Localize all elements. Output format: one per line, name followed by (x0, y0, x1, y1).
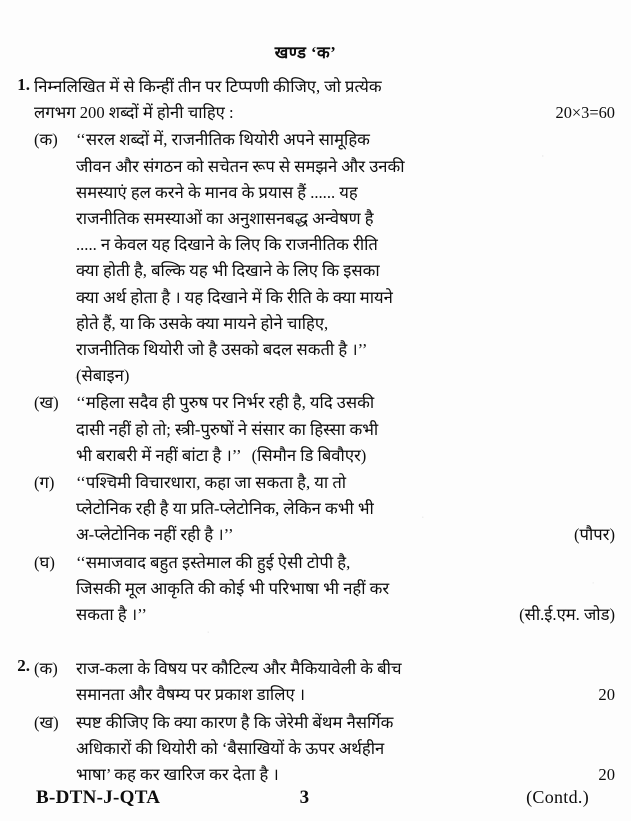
part-line-text: दासी नहीं हो तो; स्त्री-पुरुषों ने संसार का हिस्सा कभी (76, 419, 379, 439)
part-line (76, 154, 615, 180)
part-line-text: ‘‘महिला सदैव ही पुरुष पर निर्भर रही है, यदि उसकी (76, 393, 375, 413)
part-line (76, 180, 615, 206)
part-line (76, 576, 615, 602)
part-line-text: राजनीतिक समस्याओं का अनुशासनबद्ध अन्वेषण है (76, 209, 374, 229)
part-line (76, 710, 615, 736)
question-2-part-ka (34, 656, 615, 708)
part-line (76, 311, 615, 337)
part-line-text: ..... न केवल यह दिखाने के लिए कि राजनीतिक रीति (76, 235, 378, 255)
part-label: (ख) (34, 712, 59, 732)
question-1-stem-line (34, 74, 615, 100)
question-1-part-gha (34, 550, 615, 629)
part-line (76, 496, 615, 522)
part-text (76, 127, 615, 389)
part-line (76, 258, 615, 284)
part-line-text: सकता है ।’’ (76, 605, 147, 625)
part-line (76, 682, 615, 708)
part-line (76, 470, 615, 496)
part-line (76, 736, 615, 762)
question-block-2 (0, 655, 631, 788)
part-line-text: ‘‘सरल शब्दों में, राजनीतिक थियोरी अपने सामूहिक (76, 130, 370, 150)
part-line-text: जिसकी मूल आकृति की कोई भी परिभाषा भी नहीं कर (76, 578, 390, 598)
part-line-text: समानता और वैषम्य पर प्रकाश डालिए । (76, 685, 306, 705)
question-number-2: 2. (17, 656, 30, 676)
part-text (76, 710, 615, 789)
part-label: (ख) (34, 393, 59, 413)
part-line-text: राज-कला के विषय पर कौटिल्य और मैकियावेली के बीच (76, 659, 402, 679)
question-2-part-kha (34, 710, 615, 789)
part-line-text: अधिकारों की थियोरी को ‘बैसाखियों के ऊपर अर्थहीन (76, 738, 385, 758)
question-1-marks: 20×3=60 (555, 103, 615, 123)
question-1-stem-line (34, 100, 615, 126)
part-line (76, 762, 615, 788)
section-heading: खण्ड ‘क’ (274, 43, 337, 62)
part-line (76, 656, 615, 682)
question-1-part-ka (34, 127, 615, 389)
part-attribution-text: (पौपर) (574, 525, 615, 545)
part-line (76, 206, 615, 232)
part-attribution-text: (सेबाइन) (76, 366, 130, 386)
part-line-text: भाषा’ कह कर खारिज कर देता है । (76, 765, 279, 785)
part-attribution-text: (सी.ई.एम. जोड) (519, 605, 615, 625)
question-1-stem-text: लगभग 200 शब्दों में होनी चाहिए : (34, 103, 234, 123)
part-line (76, 443, 615, 469)
part-line-text: ‘‘पश्चिमी विचारधारा, कहा जा सकता है, या तो (76, 473, 347, 493)
part-label: (घ) (34, 552, 55, 572)
part-line-text: होते हैं, या कि उसके क्या मायने होने चाहिए, (76, 313, 329, 333)
part-text (76, 470, 615, 549)
part-label: (क) (34, 659, 58, 679)
part-label: (ग) (34, 473, 55, 493)
part-text (76, 550, 615, 629)
part-line-text: जीवन और संगठन को सचेतन रूप से समझने और उनकी (76, 156, 405, 176)
paper-code: B-DTN-J-QTA (36, 787, 161, 808)
question-1-part-kha (34, 390, 615, 469)
question-1-stem-text: निम्नलिखित में से किन्हीं तीन पर टिप्पणी कीजिए, जो प्रत्येक (34, 77, 382, 96)
part-line (76, 390, 615, 416)
part-label: (क) (34, 130, 58, 150)
question-number-1: 1. (17, 75, 30, 94)
question-block-1 (0, 74, 631, 628)
part-line (76, 602, 615, 628)
part-line-text: क्या होती है, बल्कि यह भी दिखाने के लिए कि इसका (76, 261, 380, 281)
part-line-text: समस्याएं हल करने के मानव के प्रयास हैं ...... यह (76, 182, 358, 202)
part-line-text: स्पष्ट कीजिए कि क्या कारण है कि जेरेमी बेंथम नैसर्गिक (76, 712, 394, 732)
part-text (76, 390, 615, 469)
part-line (76, 337, 615, 363)
part-text (76, 656, 615, 708)
part-marks: 20 (598, 685, 615, 705)
part-line (76, 285, 615, 311)
page-number: 3 (299, 787, 310, 808)
part-attribution-text: (सिमौन डि बिवौएर) (251, 445, 367, 465)
part-line (76, 550, 615, 576)
question-body-1 (34, 74, 631, 628)
question-1-part-ga (34, 470, 615, 549)
part-line (76, 232, 615, 258)
part-marks: 20 (598, 765, 615, 785)
part-line-text: क्या अर्थ होता है । यह दिखाने में कि रीति के क्या मायने (76, 287, 393, 307)
part-line-text: भी बराबरी में नहीं बांटा है ।’’ (76, 445, 242, 465)
part-line (76, 127, 615, 153)
part-attribution (76, 363, 615, 389)
continued-label: (Contd.) (526, 787, 589, 807)
part-line (76, 522, 615, 548)
part-line-text: अ-प्लेटोनिक नहीं रही है ।’’ (76, 525, 234, 545)
part-line-text: ‘‘समाजवाद बहुत इस्तेमाल की हुई ऐसी टोपी है, (76, 552, 351, 572)
part-line-text: प्लेटोनिक रही है या प्रति-प्लेटोनिक, लेकिन कभी भी (76, 499, 374, 519)
part-line (76, 417, 615, 443)
part-line-text: राजनीतिक थियोरी जो है उसको बदल सकती है ।’’ (76, 340, 368, 360)
question-body-2 (34, 655, 631, 788)
